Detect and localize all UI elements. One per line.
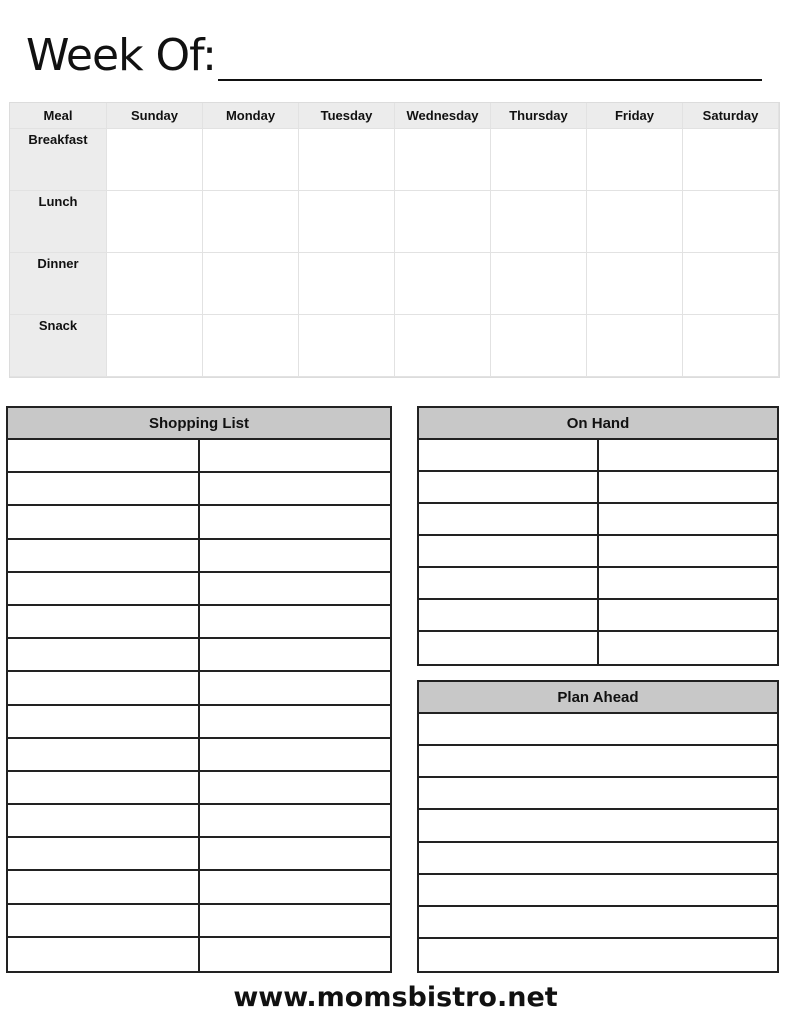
on-hand-row [419, 536, 777, 568]
on-hand-entry[interactable] [597, 568, 777, 598]
shopping-list-row [8, 938, 390, 971]
plan-ahead-entry[interactable] [419, 778, 777, 808]
shopping-list-row [8, 440, 390, 473]
plan-ahead-row [419, 939, 777, 971]
on-hand-entry[interactable] [419, 472, 597, 502]
shopping-list-entry[interactable] [198, 573, 390, 604]
shopping-list-entry[interactable] [198, 706, 390, 737]
meal-cell-breakfast-wednesday[interactable] [395, 129, 491, 191]
meal-plan-grid [9, 102, 780, 378]
plan-ahead-entry[interactable] [419, 810, 777, 840]
plan-ahead-rows [419, 714, 777, 971]
shopping-list-entry[interactable] [198, 473, 390, 504]
shopping-list-row [8, 473, 390, 506]
meal-column-header: Meal [10, 103, 107, 129]
on-hand-box [417, 406, 779, 666]
shopping-list-row [8, 838, 390, 871]
meal-cell-breakfast-tuesday[interactable] [299, 129, 395, 191]
on-hand-row [419, 504, 777, 536]
plan-ahead-box [417, 680, 779, 973]
meal-cell-lunch-wednesday[interactable] [395, 191, 491, 253]
on-hand-entry[interactable] [419, 440, 597, 470]
on-hand-entry[interactable] [419, 632, 597, 664]
week-of-header [26, 26, 766, 86]
shopping-list-entry[interactable] [198, 838, 390, 869]
on-hand-entry[interactable] [419, 536, 597, 566]
page-title: Week Of: [26, 30, 216, 81]
meal-label-lunch: Lunch [10, 191, 107, 253]
meal-cell-lunch-tuesday[interactable] [299, 191, 395, 253]
on-hand-entry[interactable] [597, 472, 777, 502]
shopping-list-entry[interactable] [198, 639, 390, 670]
shopping-list-entry[interactable] [198, 606, 390, 637]
shopping-list-entry[interactable] [8, 739, 198, 770]
shopping-list-entry[interactable] [198, 672, 390, 703]
plan-ahead-row [419, 746, 777, 778]
shopping-list-row [8, 739, 390, 772]
plan-ahead-entry[interactable] [419, 939, 777, 971]
shopping-list-entry[interactable] [8, 772, 198, 803]
on-hand-title: On Hand [419, 408, 777, 440]
shopping-list-entry[interactable] [198, 440, 390, 471]
shopping-list-entry[interactable] [198, 938, 390, 971]
shopping-list-entry[interactable] [8, 871, 198, 902]
on-hand-entry[interactable] [597, 440, 777, 470]
meal-cell-lunch-friday[interactable] [587, 191, 683, 253]
meal-cell-lunch-saturday[interactable] [683, 191, 779, 253]
shopping-list-entry[interactable] [198, 905, 390, 936]
shopping-list-row [8, 540, 390, 573]
shopping-list-row [8, 573, 390, 606]
on-hand-entry[interactable] [597, 504, 777, 534]
shopping-list-entry[interactable] [198, 540, 390, 571]
plan-ahead-entry[interactable] [419, 714, 777, 744]
shopping-list-row [8, 805, 390, 838]
shopping-list-row [8, 506, 390, 539]
plan-ahead-entry[interactable] [419, 907, 777, 937]
shopping-list-entry[interactable] [198, 506, 390, 537]
meal-cell-snack-wednesday[interactable] [395, 315, 491, 377]
meal-cell-breakfast-thursday[interactable] [491, 129, 587, 191]
meal-cell-snack-friday[interactable] [587, 315, 683, 377]
meal-cell-dinner-saturday[interactable] [683, 253, 779, 315]
meal-cell-snack-saturday[interactable] [683, 315, 779, 377]
plan-ahead-row [419, 714, 777, 746]
plan-ahead-entry[interactable] [419, 875, 777, 905]
shopping-list-entry[interactable] [198, 871, 390, 902]
meal-label-snack: Snack [10, 315, 107, 377]
on-hand-row [419, 568, 777, 600]
on-hand-row [419, 600, 777, 632]
shopping-list-row [8, 672, 390, 705]
shopping-list-entry[interactable] [198, 739, 390, 770]
shopping-list-entry[interactable] [8, 838, 198, 869]
shopping-list-row [8, 772, 390, 805]
meal-cell-snack-thursday[interactable] [491, 315, 587, 377]
shopping-list-entry[interactable] [8, 606, 198, 637]
shopping-list-entry[interactable] [8, 672, 198, 703]
meal-cell-snack-monday[interactable] [203, 315, 299, 377]
shopping-list-entry[interactable] [8, 473, 198, 504]
shopping-list-entry[interactable] [8, 805, 198, 836]
plan-ahead-entry[interactable] [419, 843, 777, 873]
plan-ahead-row [419, 875, 777, 907]
meal-cell-dinner-sunday[interactable] [107, 253, 203, 315]
day-header-thursday: Thursday [491, 103, 587, 129]
day-header-saturday: Saturday [683, 103, 779, 129]
meal-cell-breakfast-sunday[interactable] [107, 129, 203, 191]
shopping-list-entry[interactable] [8, 540, 198, 571]
plan-ahead-entry[interactable] [419, 746, 777, 776]
shopping-list-entry[interactable] [8, 905, 198, 936]
shopping-list-row [8, 706, 390, 739]
meal-cell-dinner-tuesday[interactable] [299, 253, 395, 315]
meal-cell-dinner-monday[interactable] [203, 253, 299, 315]
shopping-list-entry[interactable] [8, 938, 198, 971]
meal-cell-snack-tuesday[interactable] [299, 315, 395, 377]
meal-cell-dinner-thursday[interactable] [491, 253, 587, 315]
meal-cell-lunch-thursday[interactable] [491, 191, 587, 253]
shopping-list-row [8, 871, 390, 904]
shopping-list-row [8, 639, 390, 672]
shopping-list-row [8, 905, 390, 938]
on-hand-entry[interactable] [419, 600, 597, 630]
shopping-list-box [6, 406, 392, 973]
meal-label-breakfast: Breakfast [10, 129, 107, 191]
on-hand-entry[interactable] [419, 568, 597, 598]
footer-website: www.momsbistro.net [233, 982, 558, 1013]
meal-cell-dinner-wednesday[interactable] [395, 253, 491, 315]
shopping-list-entry[interactable] [8, 506, 198, 537]
on-hand-row [419, 440, 777, 472]
plan-ahead-row [419, 810, 777, 842]
day-header-wednesday: Wednesday [395, 103, 491, 129]
meal-label-dinner: Dinner [10, 253, 107, 315]
day-header-monday: Monday [203, 103, 299, 129]
day-header-sunday: Sunday [107, 103, 203, 129]
shopping-list-rows [8, 440, 390, 971]
day-header-friday: Friday [587, 103, 683, 129]
meal-cell-breakfast-friday[interactable] [587, 129, 683, 191]
shopping-list-entry[interactable] [198, 805, 390, 836]
meal-cell-lunch-monday[interactable] [203, 191, 299, 253]
shopping-list-row [8, 606, 390, 639]
plan-ahead-row [419, 907, 777, 939]
meal-cell-dinner-friday[interactable] [587, 253, 683, 315]
shopping-list-entry[interactable] [8, 573, 198, 604]
on-hand-entry[interactable] [597, 600, 777, 630]
on-hand-row [419, 632, 777, 664]
meal-cell-lunch-sunday[interactable] [107, 191, 203, 253]
meal-cell-snack-sunday[interactable] [107, 315, 203, 377]
on-hand-row [419, 472, 777, 504]
shopping-list-title: Shopping List [8, 408, 390, 440]
meal-cell-breakfast-saturday[interactable] [683, 129, 779, 191]
shopping-list-entry[interactable] [8, 440, 198, 471]
shopping-list-entry[interactable] [198, 772, 390, 803]
shopping-list-entry[interactable] [8, 639, 198, 670]
on-hand-entry[interactable] [597, 632, 777, 664]
plan-ahead-title: Plan Ahead [419, 682, 777, 714]
on-hand-rows [419, 440, 777, 664]
on-hand-entry[interactable] [597, 536, 777, 566]
meal-cell-breakfast-monday[interactable] [203, 129, 299, 191]
on-hand-entry[interactable] [419, 504, 597, 534]
plan-ahead-row [419, 778, 777, 810]
day-header-tuesday: Tuesday [299, 103, 395, 129]
week-of-blank-line[interactable] [218, 79, 762, 81]
shopping-list-entry[interactable] [8, 706, 198, 737]
plan-ahead-row [419, 843, 777, 875]
